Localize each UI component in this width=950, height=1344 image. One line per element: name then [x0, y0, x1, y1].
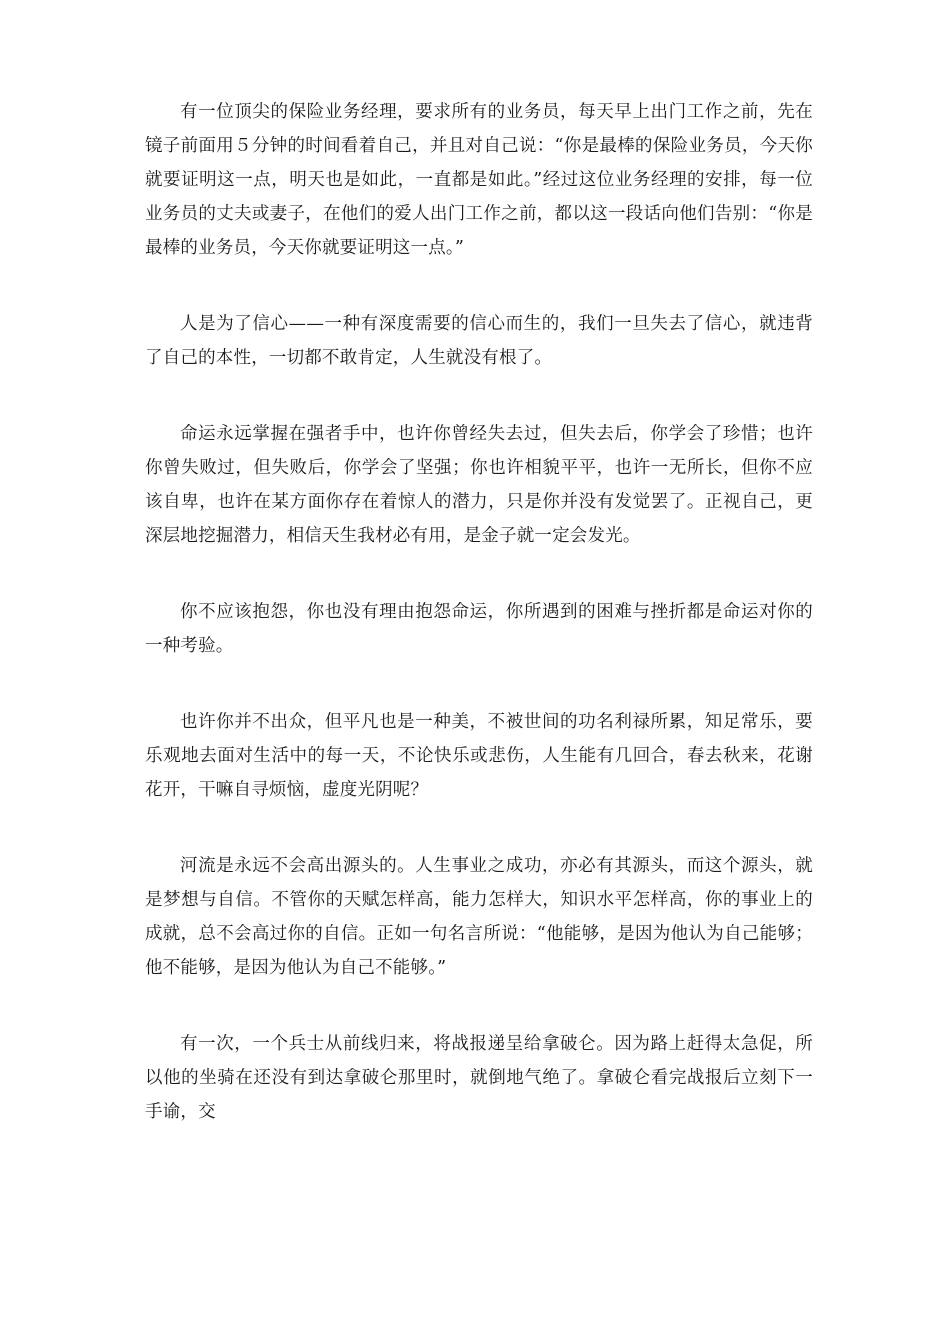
- document-body: [145, 95, 813, 1171]
- paragraph-2: 人是为了信心——一种有深度需要的信心而生的，我们一旦失去了信心，就违背了自己的本性，一切都不敢肯定，人生就没有根了。: [145, 314, 813, 368]
- paragraph-5: 也许你并不出众，但平凡也是一种美，不被世间的功名利禄所累，知足常乐，要乐观地去面对生活中的每一天，不论快乐或悲伤，人生能有几回合，春去秋来，花谢花开，干嘛自寻烦恼，虚度光阴呢？: [145, 712, 813, 800]
- paragraph-1: 有一位顶尖的保险业务经理，要求所有的业务员，每天早上出门工作之前，先在镜子前面用５分钟的时间看着自己，并且对自己说：“你是最棒的保险业务员，今天你就要证明这一点，明天也是如此，一直都是如此。”经过这位业务经理的安排，每一位业务员的丈夫或妻子，在他们的爱人出门工作之前，都以这一段话向他们告别：“你是最棒的业务员，今天你就要证明这一点。”: [145, 102, 813, 258]
- paragraph-6: 河流是永远不会高出源头的。人生事业之成功，亦必有其源头，而这个源头，就是梦想与自信。不管你的天赋怎样高，能力怎样大，知识水平怎样高，你的事业上的成就，总不会高过你的自信。正如一句名言所说：“他能够，是因为他认为自己能够；他不能够，是因为他认为自己不能够。”: [145, 856, 813, 978]
- paragraph-7: 有一次，一个兵士从前线归来，将战报递呈给拿破仑。因为路上赶得太急促，所以他的坐骑在还没有到达拿破仑那里时，就倒地气绝了。拿破仑看完战报后立刻下一手谕，交: [145, 1034, 813, 1122]
- paragraph-4: 你不应该抱怨，你也没有理由抱怨命运，你所遇到的困难与挫折都是命运对你的一种考验。: [145, 602, 813, 656]
- paragraph-3: 命运永远掌握在强者手中，也许你曾经失去过，但失去后，你学会了珍惜；也许你曾失败过，但失败后，你学会了坚强；你也许相貌平平，也许一无所长，但你不应该自卑，也许在某方面你存在着惊人的潜力，只是你并没有发觉罢了。正视自己，更深层地挖掘潜力，相信天生我材必有用，是金子就一定会发光。: [145, 424, 813, 546]
